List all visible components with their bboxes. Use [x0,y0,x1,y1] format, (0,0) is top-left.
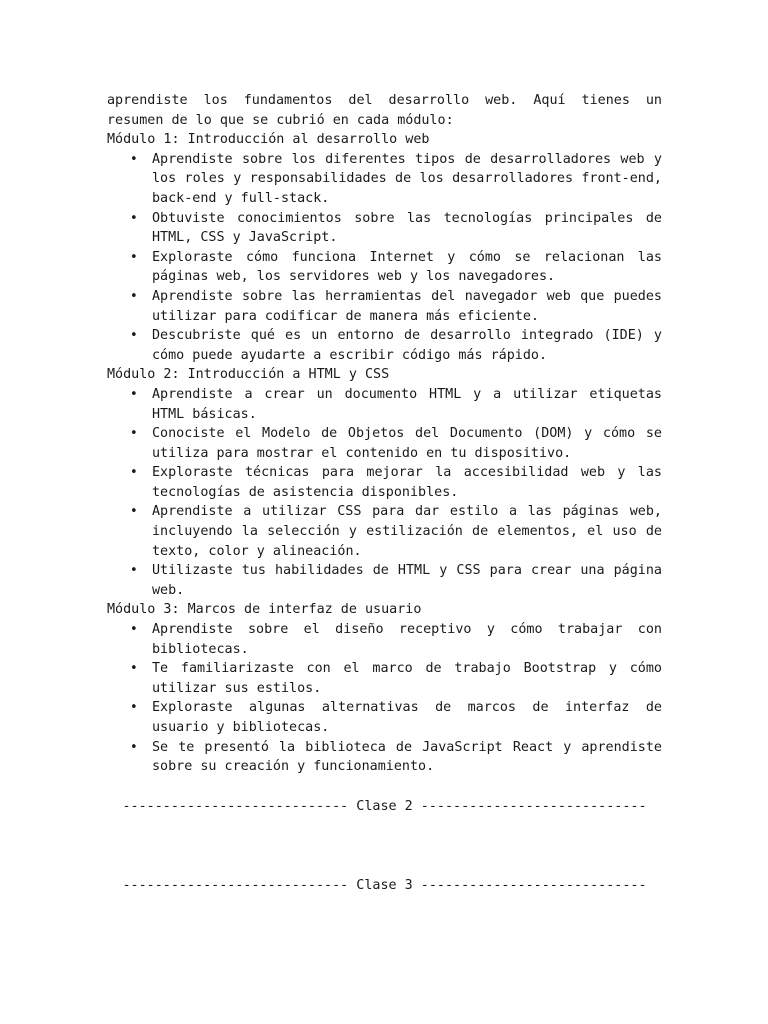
list-item [107,561,662,600]
list-item-text: Aprendiste sobre las herramientas del navegador web que puedes utilizar para codificar de manera más eficiente. [152,288,662,324]
clase-2-divider: ---------------------------- Clase 2 ---------------------------- [122,799,647,814]
list-item-text: Se te presentó la biblioteca de JavaScript React y aprendiste sobre su creación y funcionamiento. [152,739,662,775]
list-item-text: Aprendiste a utilizar CSS para dar estilo a las páginas web, incluyendo la selección y estilización de elementos, el uso de texto, color y alineación. [152,504,662,559]
module-3 [107,600,662,776]
list-item [107,287,662,326]
intro-paragraph: aprendiste los fundamentos del desarrollo web. Aquí tienes un resumen de lo que se cubrió en cada módulo: [107,93,662,128]
module-bullet-list [107,385,662,601]
list-item [107,620,662,659]
bullet-icon: • [130,739,138,755]
list-item-text: Exploraste técnicas para mejorar la accesibilidad web y las tecnologías de asistencia disponibles. [152,465,662,500]
list-item [107,698,662,737]
list-item [107,738,662,777]
list-item [107,502,662,561]
module-bullet-list [107,150,662,366]
bullet-icon: • [130,465,138,481]
bullet-icon: • [130,426,138,442]
module-bullet-list [107,620,662,777]
list-item [107,326,662,365]
bullet-icon: • [130,504,138,520]
module-1 [107,130,662,365]
module-title: Módulo 3: Marcos de interfaz de usuario [107,602,422,618]
list-item-text: Descubriste qué es un entorno de desarrollo integrado (IDE) y cómo puede ayudarte a escribir código más rápido. [152,328,662,363]
list-item-text: Exploraste cómo funciona Internet y cómo se relacionan las páginas web, los servidores web y los navegadores. [152,249,662,285]
list-item-text: Utilizaste tus habilidades de HTML y CSS para crear una página web. [152,563,662,598]
list-item-text: Te familiarizaste con el marco de trabajo Bootstrap y cómo utilizar sus estilos. [152,661,662,696]
bullet-icon: • [130,563,138,579]
list-item [107,209,662,248]
list-item-text: Aprendiste sobre los diferentes tipos de desarrolladores web y los roles y responsabilidades de los desarrolladores front-end, back-end y full-stack. [152,151,662,206]
bullet-icon: • [130,700,138,716]
clase-3-divider: ---------------------------- Clase 3 ---------------------------- [122,878,647,893]
bullet-icon: • [130,328,138,344]
document-body [107,91,662,777]
bullet-icon: • [130,210,138,226]
list-item [107,463,662,502]
list-item-text: Exploraste algunas alternativas de marcos de interfaz de usuario y bibliotecas. [152,700,662,735]
list-item [107,150,662,209]
bullet-icon: • [130,622,138,638]
list-item-text: Aprendiste sobre el diseño receptivo y cómo trabajar con bibliotecas. [152,622,662,657]
module-2 [107,365,662,600]
bullet-icon: • [130,249,138,265]
list-item-text: Aprendiste a crear un documento HTML y a utilizar etiquetas HTML básicas. [152,386,662,422]
list-item [107,248,662,287]
list-item [107,424,662,463]
bullet-icon: • [130,661,138,677]
bullet-icon: • [130,386,138,402]
list-item-text: Conociste el Modelo de Objetos del Documento (DOM) y cómo se utiliza para mostrar el contenido en tu dispositivo. [152,426,662,461]
list-item-text: Obtuviste conocimientos sobre las tecnologías principales de HTML, CSS y JavaScript. [152,210,662,246]
bullet-icon: • [130,151,138,167]
list-item [107,659,662,698]
module-title: Módulo 1: Introducción al desarrollo web [107,132,430,148]
list-item [107,385,662,424]
bullet-icon: • [130,288,138,304]
module-title: Módulo 2: Introducción a HTML y CSS [107,367,390,383]
